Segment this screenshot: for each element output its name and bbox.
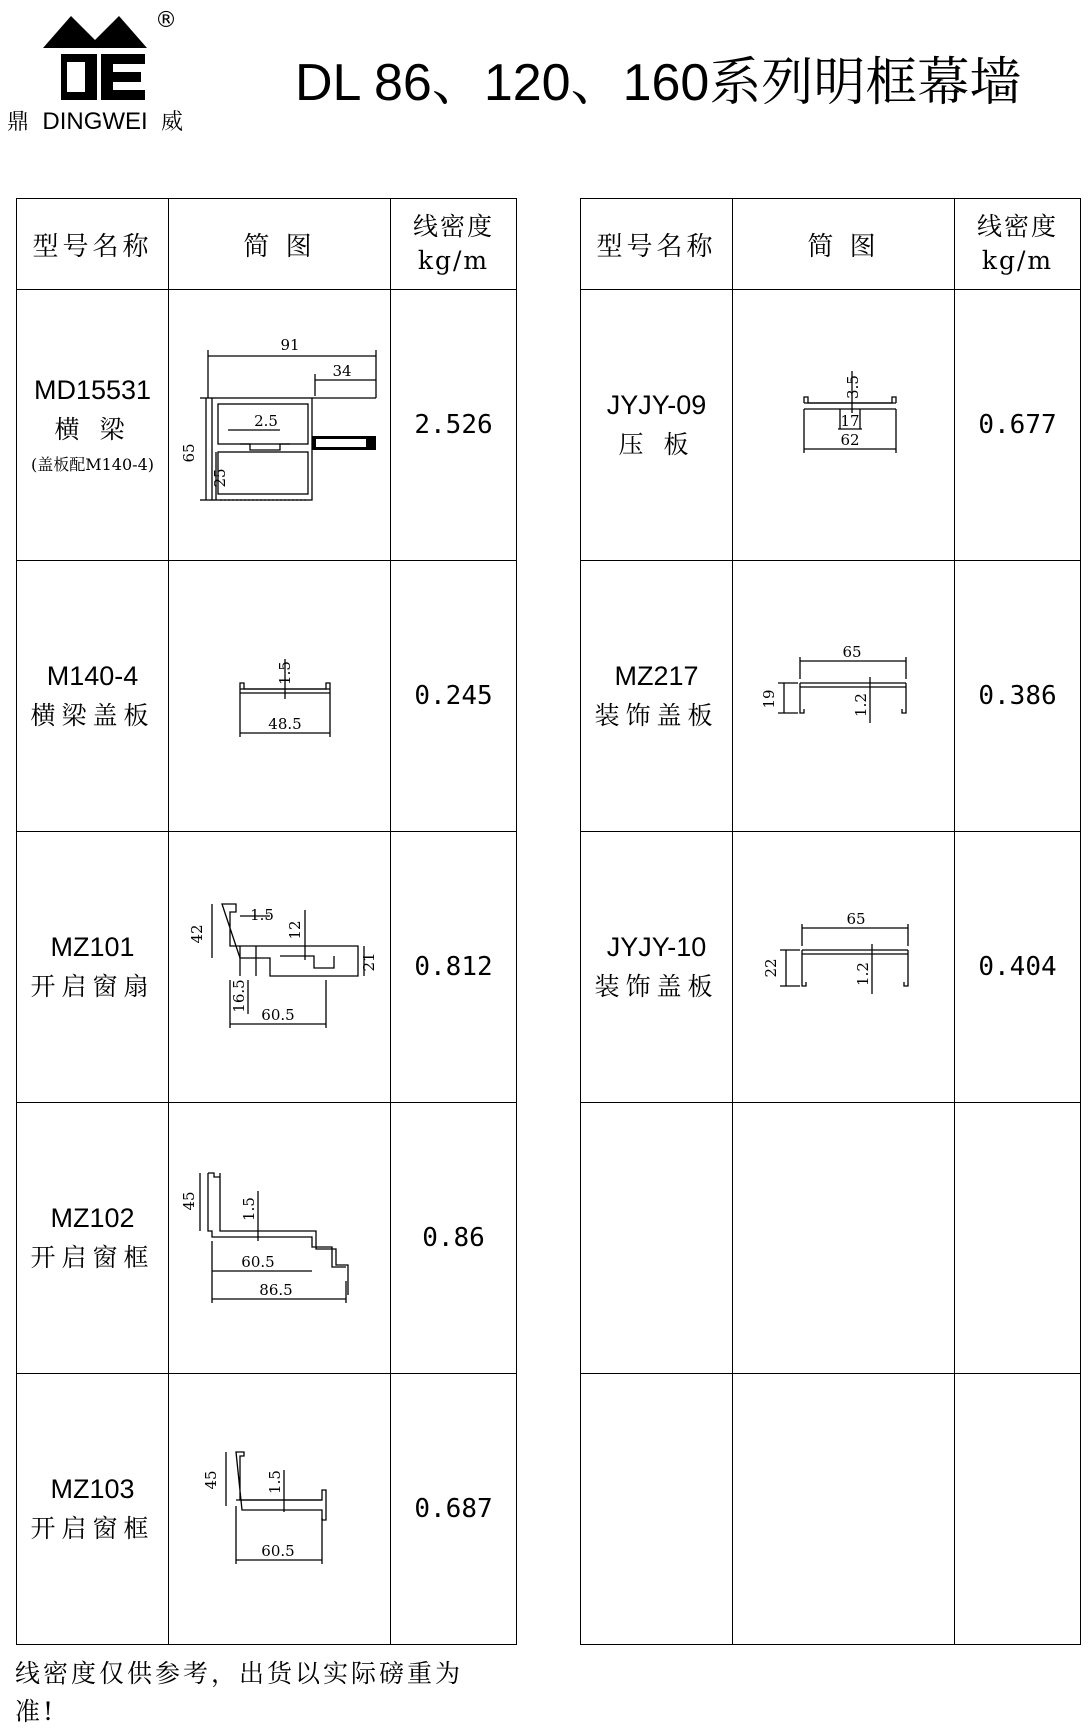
svg-text:60.5: 60.5 [240,1253,275,1271]
svg-text:2.5: 2.5 [253,412,278,430]
page-title: DL 86、120、160系列明框幕墙 [295,54,1022,112]
table-row [581,290,1081,561]
svg-text:62: 62 [839,431,860,449]
table-row [17,1103,517,1374]
profile-diagram-mz101 [180,890,380,1040]
profile-diagram-md15531 [180,328,380,518]
svg-text:45: 45 [201,1470,220,1490]
table-row [17,561,517,832]
diagram-cell [733,832,955,1103]
profile-diagram-m140-4 [180,639,380,749]
table-row [17,1374,517,1645]
svg-text:1.5: 1.5 [275,661,294,685]
table-row-empty [581,1374,1081,1645]
diagram-cell [169,1374,391,1645]
svg-text:60.5: 60.5 [260,1542,295,1560]
footnote: 线密度仅供参考，出货以实际磅重为准! [15,1659,464,1726]
svg-text:45: 45 [179,1191,198,1211]
svg-text:16.5: 16.5 [229,979,248,1013]
density-cell: 0.86 [391,1103,517,1374]
svg-text:12: 12 [285,920,304,940]
density-cell: 0.404 [955,832,1081,1103]
model-cell: MD15531 横 梁 (盖板配M140-4) [17,290,169,561]
profile-diagram-mz217 [744,639,944,749]
svg-text:34: 34 [331,362,352,380]
density-cell: 0.386 [955,561,1081,832]
svg-text:48.5: 48.5 [267,715,302,733]
profile-diagram-jyjy-09 [744,363,944,483]
svg-text:1.5: 1.5 [265,1470,284,1494]
logo-mark-icon [43,10,148,100]
profile-diagram-jyjy-10 [744,910,944,1020]
table-row [581,561,1081,832]
right-product-table [580,198,1081,1645]
svg-text:1.5: 1.5 [249,906,274,924]
density-cell: 2.526 [391,290,517,561]
diagram-cell [169,1103,391,1374]
table-header [17,199,517,290]
svg-text:91: 91 [279,336,300,354]
left-product-table [16,198,517,1645]
model-cell: MZ103 开启窗框 [17,1374,169,1645]
table-row-empty [581,1103,1081,1374]
profile-diagram-mz103 [180,1442,380,1572]
svg-text:3.5: 3.5 [843,375,862,399]
diagram-cell [169,832,391,1103]
svg-text:22: 22 [761,958,780,978]
diagram-cell [733,561,955,832]
header-diagram: 简 图 [733,199,955,290]
model-cell: MZ101 开启窗扇 [17,832,169,1103]
table-row [581,832,1081,1103]
diagram-cell [733,290,955,561]
header-model: 型号名称 [17,199,169,290]
model-cell: MZ102 开启窗框 [17,1103,169,1374]
svg-text:1.2: 1.2 [853,962,872,986]
table-header [581,199,1081,290]
model-cell: M140-4 横梁盖板 [17,561,169,832]
svg-text:1.2: 1.2 [851,693,870,717]
svg-text:42: 42 [187,924,206,944]
svg-text:60.5: 60.5 [260,1006,295,1024]
density-cell: 0.245 [391,561,517,832]
diagram-cell [169,561,391,832]
svg-text:65: 65 [179,443,198,463]
header-model: 型号名称 [581,199,733,290]
profile-diagram-mz102 [180,1161,380,1311]
header-density: 线密度 kg/m [955,199,1081,290]
model-cell: JYJY-09 压 板 [581,290,733,561]
svg-text:21: 21 [359,952,378,972]
brand-name: 鼎 DINGWEI 威 [7,108,184,135]
diagram-cell [169,290,391,561]
density-cell: 0.812 [391,832,517,1103]
table-row [17,290,517,561]
density-cell: 0.687 [391,1374,517,1645]
svg-text:65: 65 [845,910,866,928]
header-density: 线密度 kg/m [391,199,517,290]
brand-logo [5,5,205,135]
header-diagram: 简 图 [169,199,391,290]
svg-text:1.5: 1.5 [239,1197,258,1221]
svg-text:19: 19 [759,689,778,709]
table-row [17,832,517,1103]
svg-text:65: 65 [841,643,862,661]
density-cell: 0.677 [955,290,1081,561]
svg-text:17: 17 [839,412,860,430]
registered-mark: ® [155,8,177,33]
model-cell: JYJY-10 装饰盖板 [581,832,733,1103]
svg-text:25: 25 [210,468,229,488]
model-cell: MZ217 装饰盖板 [581,561,733,832]
svg-text:86.5: 86.5 [258,1281,293,1299]
